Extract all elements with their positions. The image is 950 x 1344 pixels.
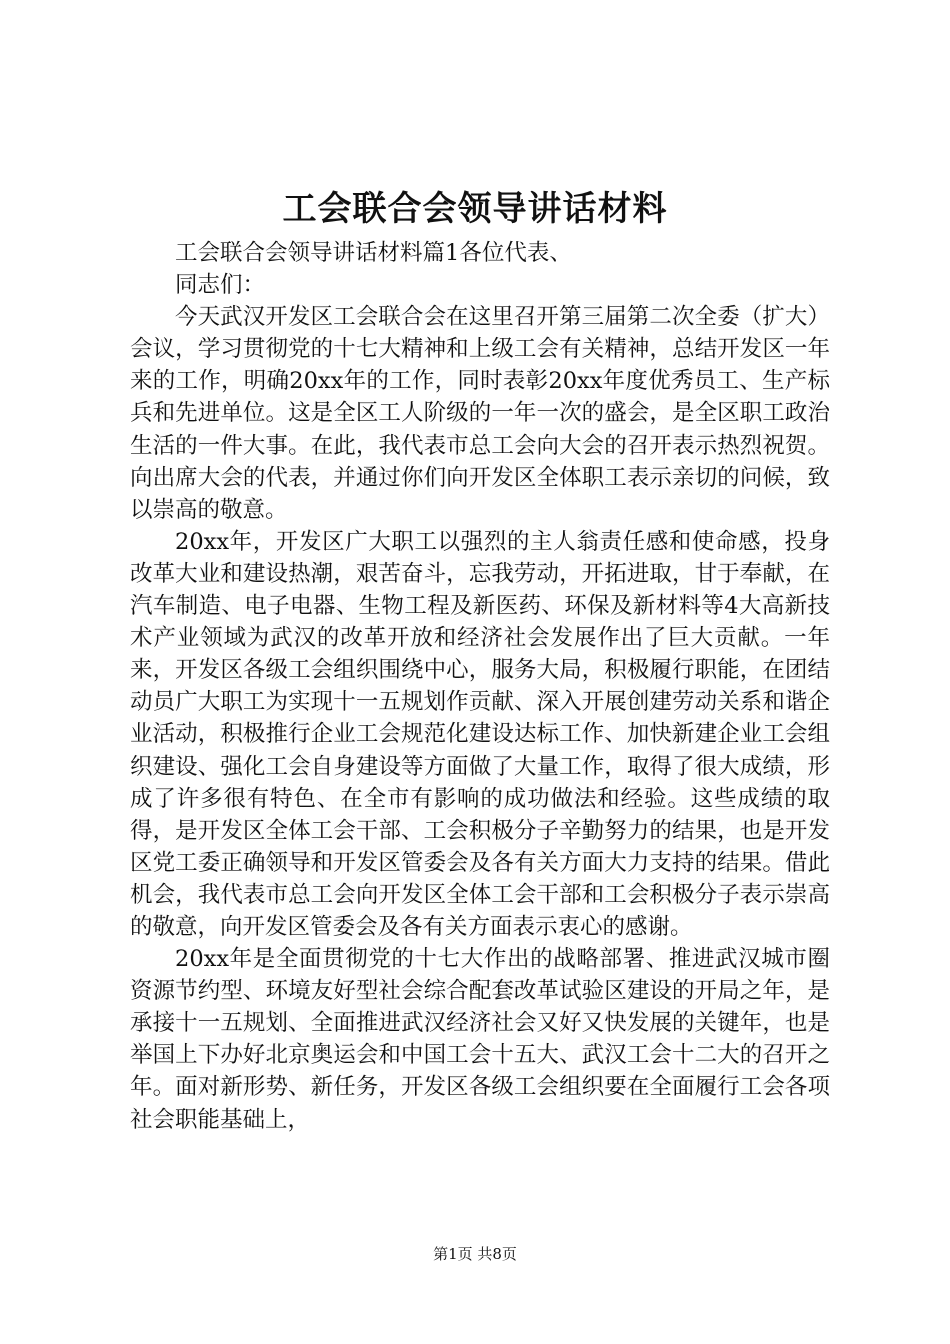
document-title: 工会联合会领导讲话材料 — [282, 189, 668, 229]
page-number-footer: 第1页 共8页 — [433, 1245, 517, 1263]
paragraph-heading-line: 工会联合会领导讲话材料篇1各位代表、 — [175, 240, 572, 266]
paragraph-salutation: 同志们： — [175, 272, 266, 299]
paragraph-outlook: 20xx年是全面贯彻党的十七大作出的战略部署、推进武汉城市圈资源节约型、环境友好型社会综合配套改革试验区建设的开局之年，是承接十一五规划、全面推进武汉经济社会又好又快发展的关键年，也是举国上下办好北京奥运会和中国工会十五大、武汉工会十二大的召开之年。面对新形势、新任务，开发区各级工会组织要在全面履行工会各项社会职能基础上， — [130, 946, 830, 1133]
document-body — [130, 237, 830, 1136]
paragraph-opening: 今天武汉开发区工会联合会在这里召开第三届第二次全委（扩大）会议，学习贯彻党的十七大精神和上级工会有关精神，总结开发区一年来的工作，明确20xx年的工作，同时表彰20xx年度优秀员工、生产标兵和先进单位。这是全区工人阶级的一年一次的盛会，是全区职工政治生活的一件大事。在此，我代表市总工会向大会的召开表示热烈祝贺。向出席大会的代表，并通过你们向开发区全体职工表示亲切的问候，致以崇高的敬意。 — [130, 304, 830, 523]
paragraph-review: 20xx年，开发区广大职工以强烈的主人翁责任感和使命感，投身改革大业和建设热潮，艰苦奋斗，忘我劳动，开拓进取，甘于奉献，在汽车制造、电子电器、生物工程及新医药、环保及新材料等4大高新技术产业领域为武汉的改革开放和经济社会发展作出了巨大贡献。一年来，开发区各级工会组织围绕中心，服务大局，积极履行职能，在团结动员广大职工为实现十一五规划作贡献、深入开展创建劳动关系和谐企业活动，积极推行企业工会规范化建设达标工作、加快新建企业工会组织建设、强化工会自身建设等方面做了大量工作，取得了很大成绩，形成了许多很有特色、在全市有影响的成功做法和经验。这些成绩的取得，是开发区全体工会干部、工会积极分子辛勤努力的结果，也是开发区党工委正确领导和开发区管委会及各有关方面大力支持的结果。借此机会，我代表市总工会向开发区全体工会干部和工会积极分子表示崇高的敬意，向开发区管委会及各有关方面表示衷心的感谢。 — [130, 528, 830, 940]
